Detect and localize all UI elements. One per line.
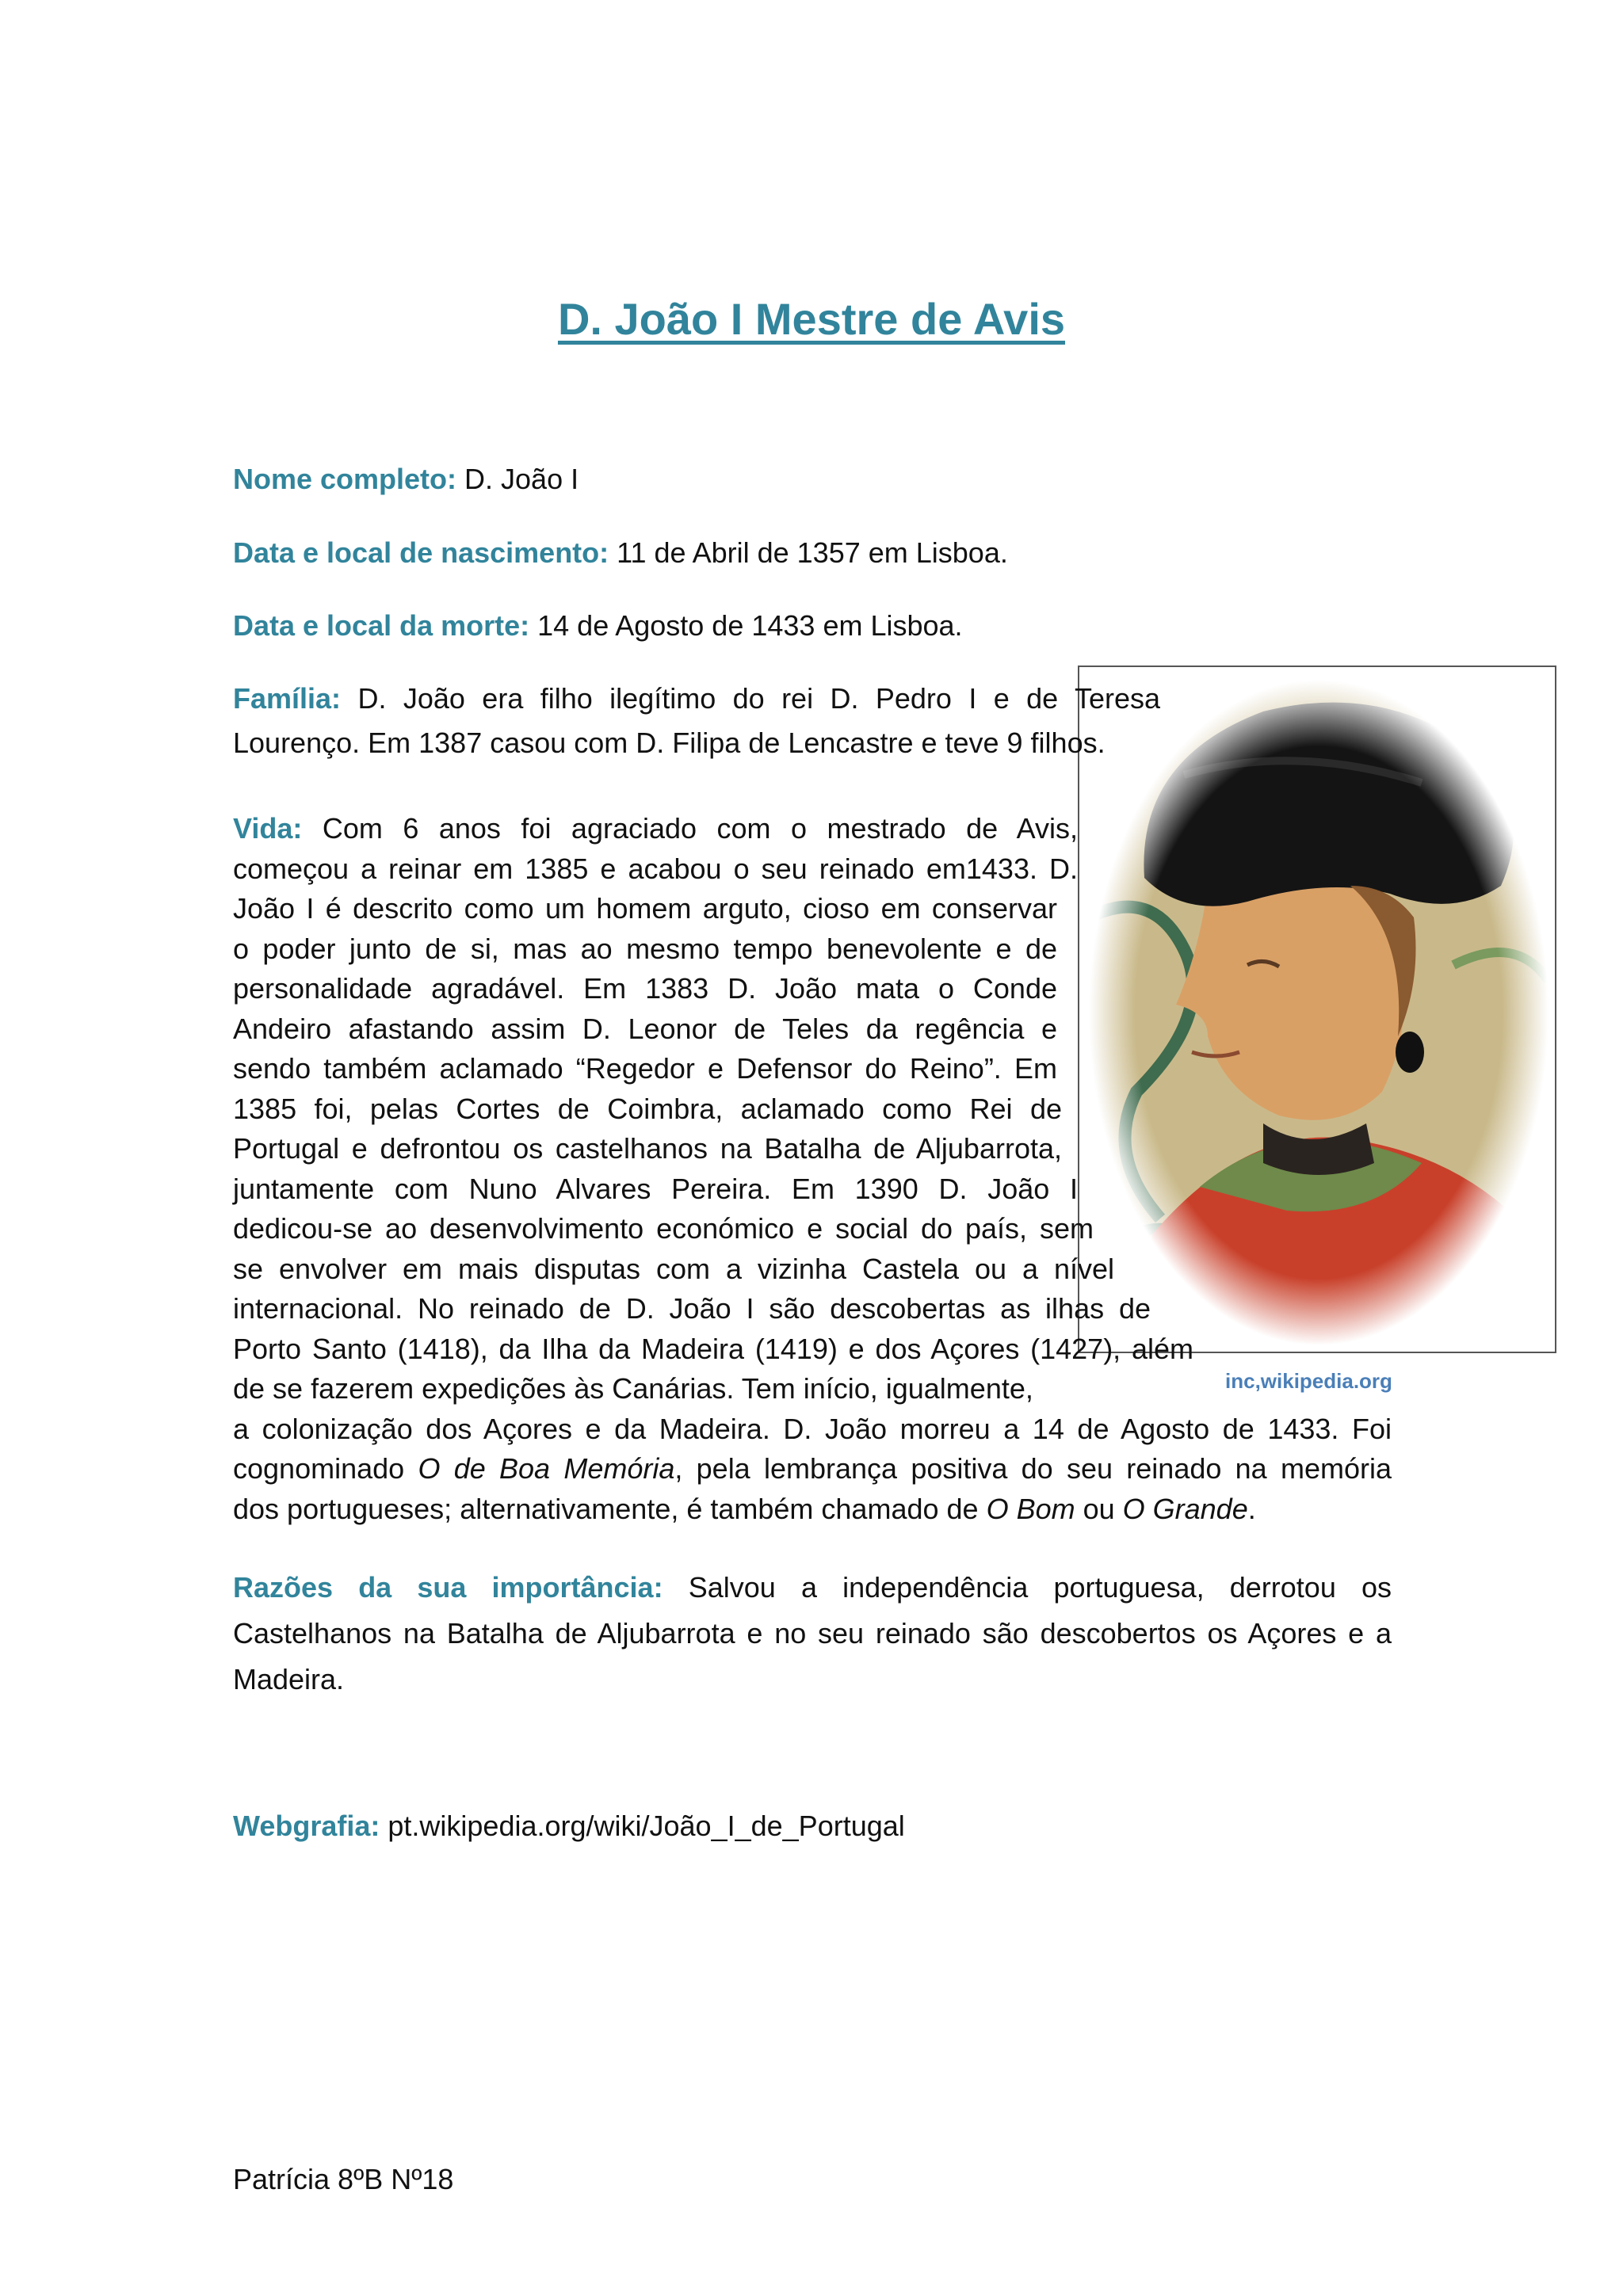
vida-line: se envolver em mais disputas com a vizinha Castela ou a nível xyxy=(233,1252,1114,1285)
familia-line xyxy=(233,677,1160,721)
razoes-label: Razões da sua importância: xyxy=(233,1571,663,1604)
vida-line: personalidade agradável. Em 1383 D. João mata o Conde xyxy=(233,972,1057,1005)
data-nascimento xyxy=(233,533,1008,573)
morte-label: Data e local da morte: xyxy=(233,609,530,642)
vida-line: Porto Santo (1418), da Ilha da Madeira (1419) e dos Açores (1427), além xyxy=(233,1332,1193,1365)
vida-line: Andeiro afastando assim D. Leonor de Teles da regência e xyxy=(233,1012,1057,1045)
vida-line: a colonização dos Açores e da Madeira. D. João morreu a 14 de Agosto de 1433. Foi xyxy=(233,1412,1392,1445)
razoes-section xyxy=(233,1565,1392,1703)
nome-label: Nome completo: xyxy=(233,463,457,495)
familia-section xyxy=(233,677,1160,765)
familia-text-1: D. João era filho ilegítimo do rei D. Pedro I e de Teresa xyxy=(341,682,1160,715)
page-title: D. João I Mestre de Avis xyxy=(557,294,1066,344)
vida-line: juntamente com Nuno Alvares Pereira. Em 1390 D. João I xyxy=(233,1172,1078,1205)
nome-value: D. João I xyxy=(456,463,579,495)
vida-line: cognominado O de Boa Memória, pela lembrança positiva do seu reinado na memória xyxy=(233,1452,1392,1485)
webgrafia xyxy=(233,1806,905,1846)
nascimento-value: 11 de Abril de 1357 em Lisboa. xyxy=(609,536,1008,569)
data-morte xyxy=(233,606,963,646)
webgrafia-label: Webgrafia: xyxy=(233,1810,380,1842)
vida-line: 1385 foi, pelas Cortes de Coimbra, aclamado como Rei de xyxy=(233,1092,1062,1125)
razoes-line: Madeira. xyxy=(233,1663,345,1695)
razoes-line: Castelhanos na Batalha de Aljubarrota e no seu reinado são descobertos os Açores e a xyxy=(233,1617,1392,1650)
vida-line: sendo também aclamado “Regedor e Defensor do Reino”. Em xyxy=(233,1052,1057,1085)
vida-line: o poder junto de si, mas ao mesmo tempo benevolente e de xyxy=(233,932,1057,965)
nome-completo xyxy=(233,460,579,499)
vida-label: Vida: xyxy=(233,812,303,845)
nascimento-label: Data e local de nascimento: xyxy=(233,536,609,569)
footer-author: Patrícia 8ºB Nº18 xyxy=(233,2163,454,2195)
vida-line: internacional. No reinado de D. João I são descobertas as ilhas de xyxy=(233,1292,1151,1325)
razoes-line: Razões da sua importância: Salvou a independência portuguesa, derrotou os xyxy=(233,1571,1392,1604)
familia-label: Família: xyxy=(233,682,342,715)
vida-line: começou a reinar em 1385 e acabou o seu reinado em1433. D. xyxy=(233,852,1078,885)
webgrafia-link[interactable]: pt.wikipedia.org/wiki/João_I_de_Portugal xyxy=(380,1810,905,1842)
vida-line: Portugal e defrontou os castelhanos na Batalha de Aljubarrota, xyxy=(233,1132,1062,1165)
vida-line: de se fazerem expedições às Canárias. Tem início, igualmente, xyxy=(233,1372,1033,1405)
vida-line: dos portugueses; alternativamente, é também chamado de O Bom ou O Grande. xyxy=(233,1492,1256,1525)
vida-line: dedicou-se ao desenvolvimento económico e social do país, sem xyxy=(233,1212,1094,1245)
morte-value: 14 de Agosto de 1433 em Lisboa. xyxy=(529,609,963,642)
vida-section xyxy=(233,809,1392,1529)
vida-line: João I é descrito como um homem arguto, cioso em conservar xyxy=(233,892,1057,925)
familia-text-2: Lourenço. Em 1387 casou com D. Filipa de Lencastre e teve 9 filhos. xyxy=(233,727,1106,759)
image-credit: inc,wikipedia.org xyxy=(1225,1369,1392,1393)
vida-line: Vida: Com 6 anos foi agraciado com o mestrado de Avis, xyxy=(233,812,1078,845)
